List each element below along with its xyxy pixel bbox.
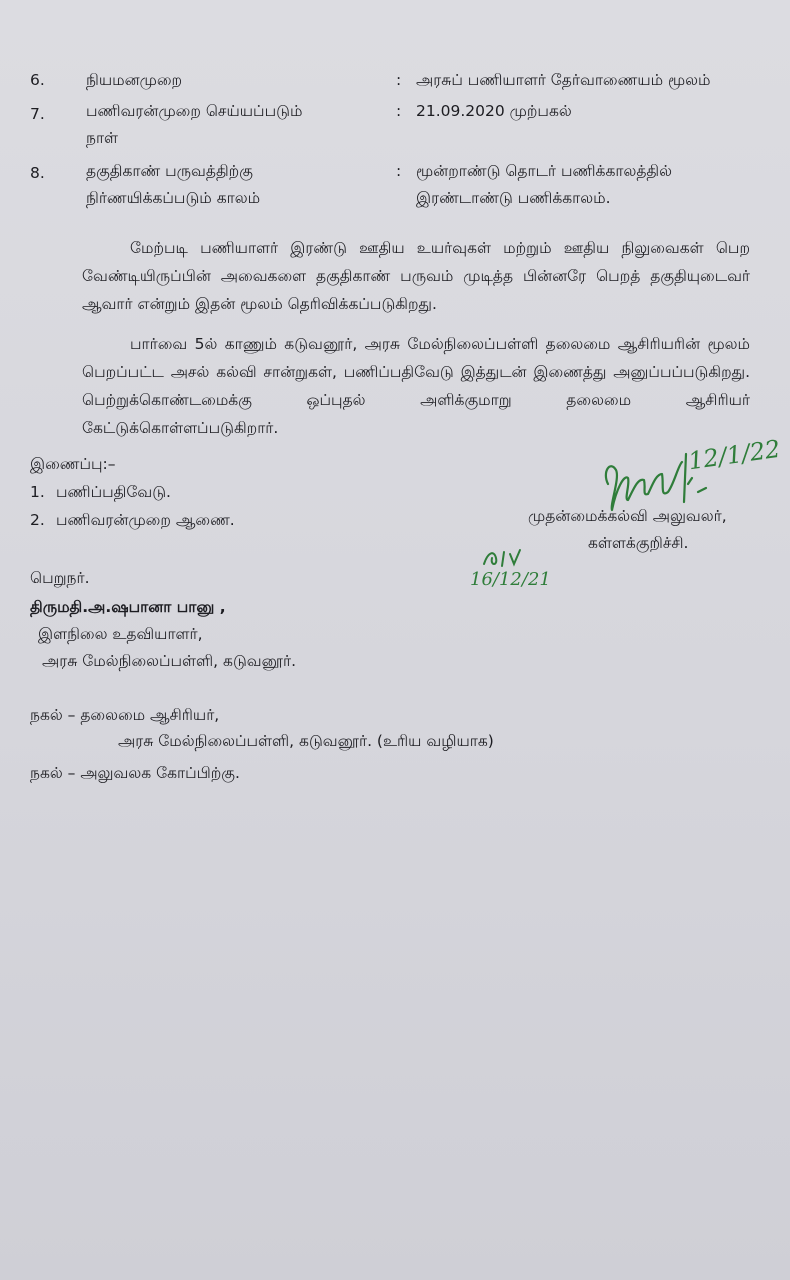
item-value: 21.09.2020 முற்பகல் [416,102,572,120]
item-number: 6. [30,71,45,89]
recipient-school: அரசு மேல்நிலைப்பள்ளி, கடுவனூர். [42,652,296,670]
enclosure-heading: இணைப்பு:– [30,455,116,473]
copy-to-office-file: நகல் – அலுவலக கோப்பிற்கு. [30,764,240,782]
item-value-line2: இரண்டாண்டு பணிக்காலம். [416,189,611,207]
item-value: அரசுப் பணியாளர் தேர்வாணையம் மூலம் [416,71,711,89]
enclosure-item: பணிவரன்முறை ஆணை. [56,511,235,529]
signatory-title: முதன்மைக்கல்வி அலுவலர், [528,507,727,525]
item-colon: : [396,162,402,180]
item-label-line2: நிர்ணயிக்கப்படும் காலம் [86,189,261,207]
item-label: தகுதிகாண் பருவத்திற்கு [86,162,253,180]
body-paragraph-1: மேற்படி பணியாளர் இரண்டு ஊதிய உயர்வுகள் மற்றும் ஊதிய நிலுவைகள் பெற வேண்டியிருப்பின் அவைகளை தகுதிகாண் பருவம் முடித்த பின்னரே பெறத் தகுதியுடைவர் ஆவார் என்றும் இதன் மூலம் தெரிவிக்கப்படுகிறது. [82,239,750,313]
body-paragraph-2: பார்வை 5ல் காணும் கடுவனூர், அரசு மேல்நிலைப்பள்ளி தலைமை ஆசிரியரின் மூலம் பெறப்பட்ட அசல் கல்வி சான்றுகள், பணிப்பதிவேடு இத்துடன் இணைத்து அனுப்பப்படுகிறது. பெற்றுக்கொண்டமைக்கு ஒப்புதல் அளிக்குமாறு தலைமை ஆசிரியர் கேட்டுக்கொள்ளப்படுகிறார். [82,335,750,437]
enclosure-number: 2. [30,511,45,529]
item-label-line2: நாள் [86,129,119,147]
item-label: பணிவரன்முறை செய்யப்படும் [86,102,303,120]
signature-date: 12/1/22 [686,434,783,476]
item-number: 8. [30,164,45,182]
item-colon: : [396,102,402,120]
copy-to-headmaster-school: அரசு மேல்நிலைப்பள்ளி, கடுவனூர். (உரிய வழியாக) [118,732,494,750]
copy-to-headmaster: நகல் – தலைமை ஆசிரியர், [30,706,220,724]
item-label: நியமனமுறை [86,71,183,89]
enclosure-item: பணிப்பதிவேடு. [56,483,171,501]
recipient-designation: இளநிலை உதவியாளர், [38,625,203,643]
enclosure-number: 1. [30,483,45,501]
initial-date: 16/12/21 [470,569,551,590]
item-colon: : [396,71,402,89]
recipient-name: திருமதி.அ.ஷபானா பானு , [30,598,226,616]
signatory-place: கள்ளக்குறிச்சி. [588,534,689,552]
recipient-heading: பெறுநர். [30,569,90,587]
item-value: மூன்றாண்டு தொடர் பணிக்காலத்தில் [416,162,672,180]
item-number: 7. [30,105,45,123]
